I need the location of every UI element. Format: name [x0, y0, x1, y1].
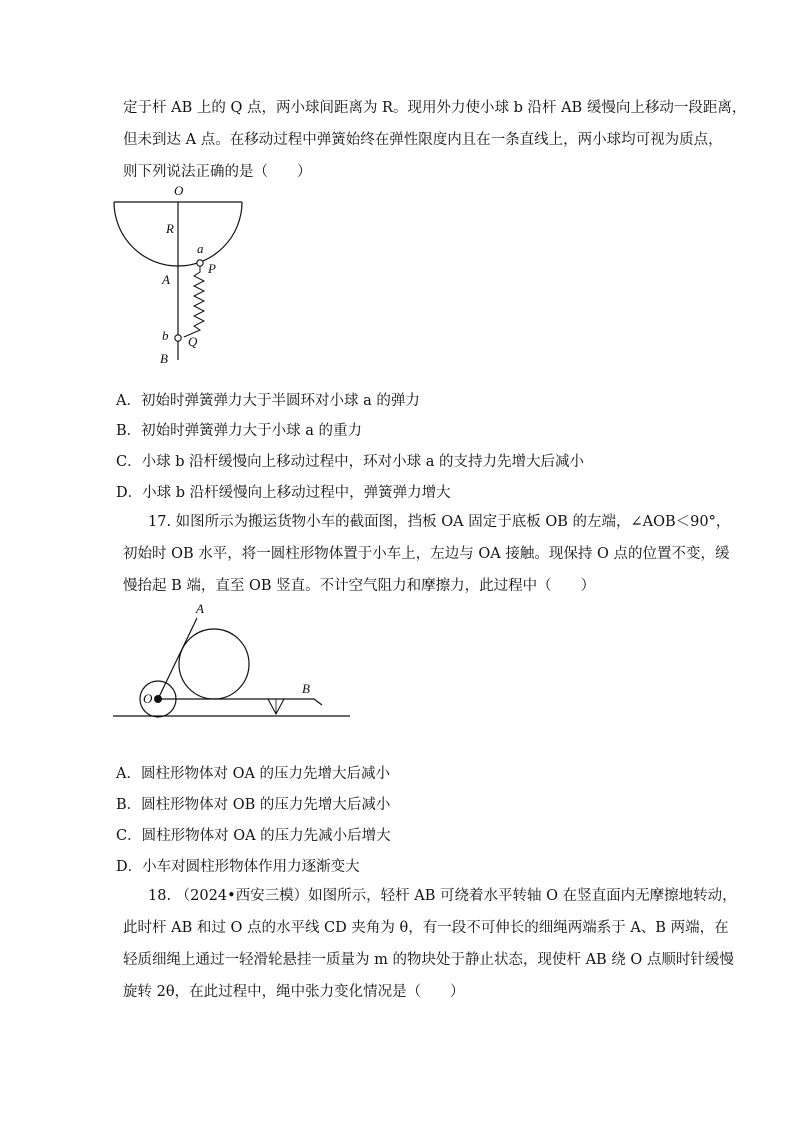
- label-O: O: [143, 691, 153, 706]
- base-plate-ob: [158, 699, 322, 705]
- q16-text-line-1: 定于杆 AB 上的 Q 点，两小球间距离为 R。现用外力使小球 b 沿杆 AB 缓慢向上移动一段距离，: [123, 100, 747, 116]
- q16-option-a: A．初始时弹簧弹力大于半圆环对小球 a 的弹力: [116, 393, 420, 409]
- label-b: b: [162, 328, 169, 343]
- label-A: A: [162, 272, 170, 287]
- label-O: O: [174, 183, 184, 198]
- q17-text-line-3: 慢抬起 B 端，直至 OB 竖直。不计空气阻力和摩擦力，此过程中（ ）: [123, 578, 596, 594]
- label-B: B: [160, 351, 168, 366]
- q16-figure: [100, 180, 270, 370]
- q17-option-c: C．圆柱形物体对 OA 的压力先减小后增大: [116, 828, 391, 844]
- label-R: R: [166, 221, 174, 236]
- q16-text-line-2: 但未到达 A 点。在移动过程中弹簧始终在弹性限度内且在一条直线上，两小球均可视为质点，: [123, 132, 723, 148]
- label-Q: Q: [188, 334, 198, 349]
- q18-text-line-2: 此时杆 AB 和过 O 点的水平线 CD 夹角为 θ，有一段不可伸长的细绳两端系于 A、B 两端，在: [123, 920, 729, 936]
- spring: [184, 264, 204, 337]
- q18-text-line-4: 旋转 2θ，在此过程中，绳中张力变化情况是（ ）: [123, 984, 465, 1000]
- label-B: B: [302, 681, 310, 696]
- q17-text-line-1: 17. 如图所示为搬运货物小车的截面图，挡板 OA 固定于底板 OB 的左端，∠AOB＜90°，: [148, 514, 731, 530]
- q18-text-line-3: 轻质细绳上通过一轻滑轮悬挂一质量为 m 的物块处于静止状态，现使杆 AB 绕 O 点顺时针缓慢: [123, 952, 734, 968]
- q17-option-b: B．圆柱形物体对 OB 的压力先增大后减小: [116, 797, 391, 813]
- ball-a: [197, 260, 203, 266]
- label-P: P: [208, 261, 216, 276]
- q17-option-a: A．圆柱形物体对 OA 的压力先增大后减小: [116, 766, 391, 782]
- q16-option-c: C．小球 b 沿杆缓慢向上移动过程中，环对小球 a 的支持力先增大后减小: [116, 454, 584, 470]
- label-A: A: [196, 601, 204, 616]
- q16-text-line-3: 则下列说法正确的是（ ）: [123, 164, 312, 180]
- baffle-oa: [158, 618, 197, 699]
- q18-text-line-1: 18. （2024•西安三模）如图所示，轻杆 AB 可绕着水平转轴 O 在竖直面内无摩擦地转动，: [148, 888, 737, 904]
- q17-figure: [108, 598, 358, 723]
- ball-b: [175, 335, 181, 341]
- q17-option-d: D．小车对圆柱形物体作用力逐渐变大: [116, 859, 360, 875]
- label-a: a: [197, 241, 204, 256]
- q17-text-line-2: 初始时 OB 水平，将一圆柱形物体置于小车上，左边与 OA 接触。现保持 O 点的位置不变，缓: [123, 546, 730, 562]
- cylinder: [179, 629, 249, 699]
- q16-option-d: D．小球 b 沿杆缓慢向上移动过程中，弹簧弹力增大: [116, 485, 451, 501]
- q16-option-b: B．初始时弹簧弹力大于小球 a 的重力: [116, 423, 363, 439]
